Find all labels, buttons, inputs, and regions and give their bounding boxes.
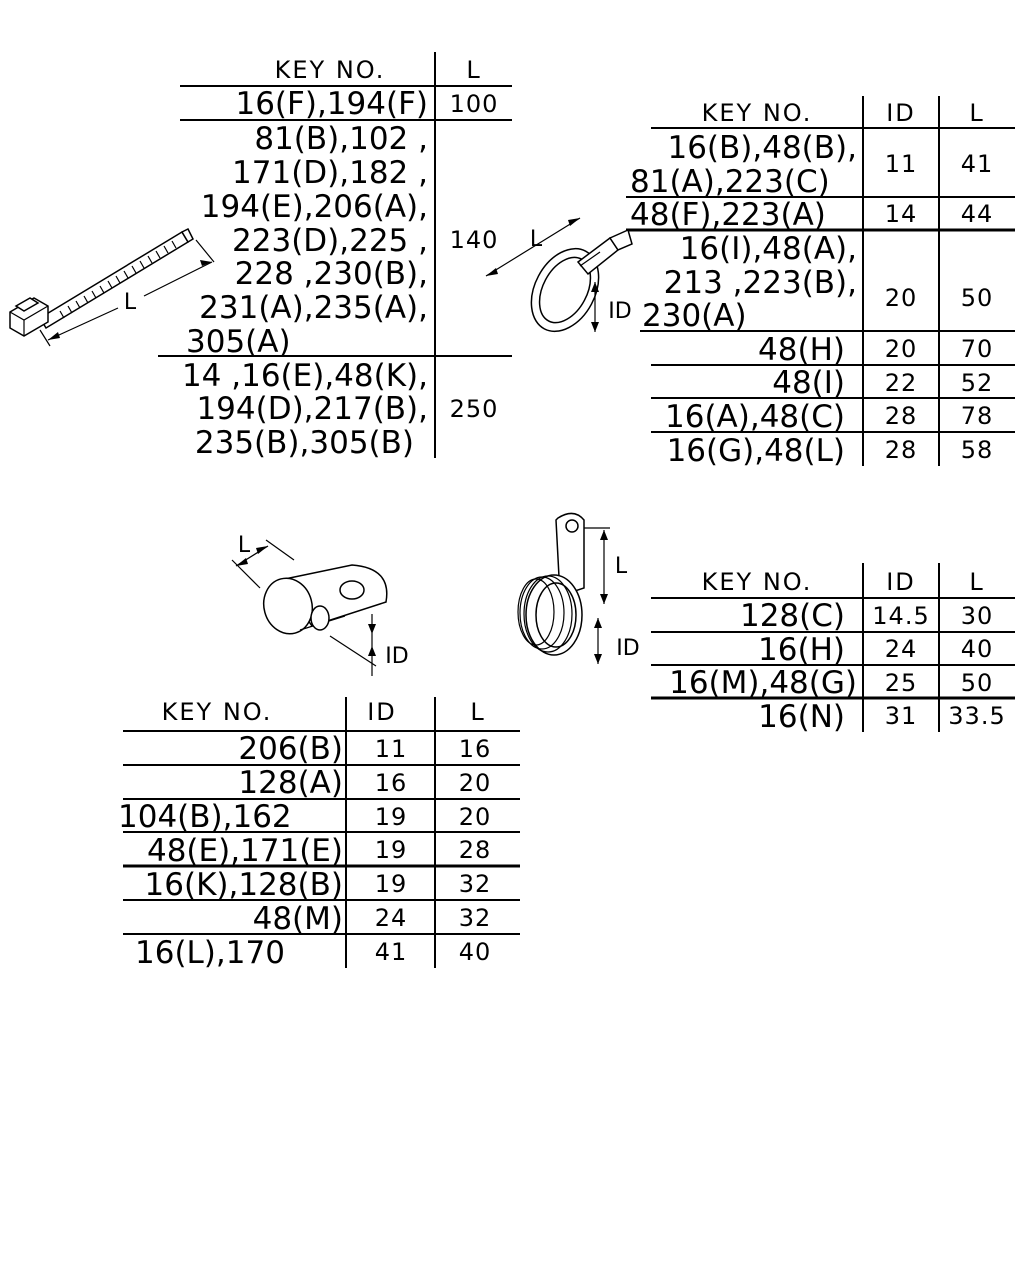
ring-row-3-l: 50: [960, 284, 994, 312]
tie-row-3-l: 250: [449, 395, 499, 423]
tie-row-2-key-line: 231(A),235(A),: [199, 290, 428, 326]
spiral-dim-l-label: L: [614, 554, 628, 579]
pclamp-row-4-key: 48(E),171(E): [146, 833, 343, 869]
pclamp-dim-l-label: L: [237, 533, 251, 558]
tie-row-2-key-line: 228 ,230(B),: [234, 256, 428, 292]
ring-header-id: ID: [886, 99, 916, 127]
spiral-header-key: KEY NO.: [701, 568, 813, 596]
ring-row-2-key: 48(F),223(A): [630, 197, 826, 233]
spiral-dim-id-label: ID: [616, 636, 640, 661]
spiral-row-4-l: 33.5: [948, 702, 1006, 730]
pclamp-dim-id-label: ID: [385, 644, 409, 669]
spiral-clamp-size-table: [651, 563, 1015, 735]
spiral-row-3-key: 16(M),48(G): [669, 665, 857, 701]
tie-header-l: L: [466, 56, 482, 84]
pclamp-row-5-id: 19: [374, 870, 408, 898]
pclamp-row-3-id: 19: [374, 803, 408, 831]
ring-row-1-key-line: 16(B),48(B),: [667, 130, 857, 166]
pclamp-row-3-l: 20: [458, 803, 492, 831]
ring-row-5-id: 22: [884, 369, 918, 397]
tie-row-3-key-line: 194(D),217(B),: [196, 391, 428, 427]
spiral-row-1-id: 14.5: [872, 602, 930, 630]
pclamp-row-5-l: 32: [458, 870, 492, 898]
tie-row-3-key-line: 235(B),305(B): [194, 425, 414, 461]
ring-clamp-drawing: [486, 218, 632, 343]
pclamp-row-1-key: 206(B): [238, 731, 343, 767]
ring-row-2-id: 14: [884, 200, 918, 228]
pclamp-header-id: ID: [367, 698, 397, 726]
pclamp-header-key: KEY NO.: [161, 698, 273, 726]
ring-row-4-id: 20: [884, 335, 918, 363]
tie-row-1-l: 100: [449, 90, 499, 118]
pclamp-row-6-key: 48(M): [252, 901, 343, 937]
ring-row-2-l: 44: [960, 200, 994, 228]
ring-row-3-key-line: 213 ,223(B),: [663, 265, 857, 301]
ring-row-3-key-line: 16(I),48(A),: [679, 231, 857, 267]
pclamp-row-6-l: 32: [458, 904, 492, 932]
tie-row-2-key-line: 171(D),182 ,: [232, 155, 428, 191]
ring-row-6-l: 78: [960, 402, 994, 430]
ring-row-7-l: 58: [960, 436, 994, 464]
ring-row-5-l: 52: [960, 369, 994, 397]
tie-row-3-key-line: 14 ,16(E),48(K),: [181, 358, 428, 394]
spiral-row-1-l: 30: [960, 602, 994, 630]
spiral-row-2-l: 40: [960, 635, 994, 663]
ring-row-5-key: 48(I): [772, 365, 845, 401]
spiral-row-2-id: 24: [884, 635, 918, 663]
ring-row-4-key: 48(H): [758, 332, 845, 368]
pclamp-row-5-key: 16(K),128(B): [144, 867, 343, 903]
p-clamp-drawing: [232, 533, 409, 676]
ring-header-key: KEY NO.: [701, 99, 813, 127]
pclamp-row-4-l: 28: [458, 836, 492, 864]
pclamp-row-1-id: 11: [374, 735, 408, 763]
tie-dim-l-label: L: [123, 290, 137, 315]
ring-clamp-size-table: [626, 96, 1015, 469]
ring-dim-l-label: L: [529, 227, 543, 252]
pclamp-row-4-id: 19: [374, 836, 408, 864]
tie-row-2-key-line: 305(A): [186, 324, 291, 360]
spiral-header-l: L: [969, 568, 985, 596]
tie-row-2-key-line: 81(B),102 ,: [254, 121, 428, 157]
ring-row-6-id: 28: [884, 402, 918, 430]
ring-header-l: L: [969, 99, 985, 127]
pclamp-row-2-key: 128(A): [238, 765, 343, 801]
ring-row-1-key-line: 81(A),223(C): [630, 164, 830, 200]
tie-row-2-l: 140: [449, 226, 499, 254]
tie-row-2-key-line: 223(D),225 ,: [232, 223, 428, 259]
ring-row-7-id: 28: [884, 436, 918, 464]
ring-dim-id-label: ID: [608, 299, 632, 324]
p-clamp-size-table: [118, 697, 520, 971]
spiral-row-1-key: 128(C): [739, 598, 845, 634]
ring-row-6-key: 16(A),48(C): [665, 399, 845, 435]
ring-row-4-l: 70: [960, 335, 994, 363]
ring-row-7-key: 16(G),48(L): [666, 433, 845, 469]
pclamp-header-l: L: [470, 698, 486, 726]
tie-row-2-key-line: 194(E),206(A),: [200, 189, 428, 225]
tie-row-1-key: 16(F),194(F): [235, 86, 428, 122]
pclamp-row-2-id: 16: [374, 769, 408, 797]
ring-row-1-l: 41: [960, 150, 994, 178]
spiral-row-4-id: 31: [884, 702, 918, 730]
ring-row-3-id: 20: [884, 284, 918, 312]
pclamp-row-3-key: 104(B),162: [118, 799, 292, 835]
tie-header-key: KEY NO.: [274, 56, 386, 84]
spiral-row-3-l: 50: [960, 669, 994, 697]
ring-row-3-key-line: 230(A): [642, 298, 747, 334]
cable-tie-drawing: [10, 229, 214, 346]
spiral-row-2-key: 16(H): [758, 632, 845, 668]
pclamp-row-2-l: 20: [458, 769, 492, 797]
tie-size-table: [158, 52, 512, 461]
ring-row-1-id: 11: [884, 150, 918, 178]
pclamp-row-7-l: 40: [458, 938, 492, 966]
pclamp-row-7-id: 41: [374, 938, 408, 966]
spiral-header-id: ID: [886, 568, 916, 596]
spiral-clamp-drawing: [518, 513, 640, 664]
pclamp-row-6-id: 24: [374, 904, 408, 932]
pclamp-row-1-l: 16: [458, 735, 492, 763]
spiral-row-3-id: 25: [884, 669, 918, 697]
spiral-row-4-key: 16(N): [758, 699, 845, 735]
pclamp-row-7-key: 16(L),170: [135, 935, 285, 971]
